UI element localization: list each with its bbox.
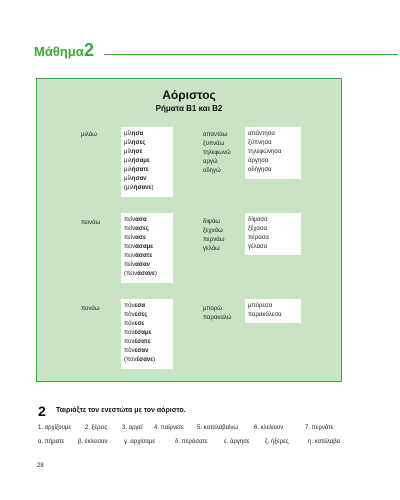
aorist-grammar-box bbox=[36, 78, 342, 382]
conjugation-card-milao bbox=[121, 127, 173, 197]
present-item: 3. αργεί bbox=[122, 425, 143, 431]
form-line: μίλησαν bbox=[124, 176, 147, 182]
verb-peinao: πεινάω bbox=[81, 220, 101, 226]
aorist-card-1: απάντησα ξύπνησα τηλεφώνησα άργησα οδήγησα bbox=[245, 127, 301, 179]
conjugation-card-peinao bbox=[121, 213, 173, 283]
form-line: πείνασαν bbox=[124, 262, 150, 268]
present-item: 2. ξέρεις bbox=[85, 425, 108, 431]
aorist-item: α. πήρατε bbox=[38, 439, 65, 445]
aorist-item: δ. περάσατε bbox=[175, 439, 208, 445]
page-number: 28 bbox=[37, 463, 44, 469]
form-line: πεινάσατε bbox=[124, 253, 153, 259]
aorist-item: ε. άργησε bbox=[224, 439, 250, 445]
form-line: πείνασες bbox=[124, 226, 149, 232]
form-line: πείνασε bbox=[124, 235, 146, 241]
form-line: πεινάσαμε bbox=[124, 244, 154, 250]
form-line: πονέσαμε bbox=[124, 330, 152, 336]
conjugation-card-ponao bbox=[121, 299, 173, 369]
box-title: Αόριστος bbox=[162, 88, 216, 102]
box-subtitle: Ρήματα Β1 και Β2 bbox=[155, 104, 223, 113]
aorist-card-2: δίψασα ξέχασα πέρασα γέλασα bbox=[245, 213, 301, 255]
lesson-header bbox=[34, 40, 368, 64]
form-line: πόνεσες bbox=[124, 312, 148, 318]
verb-list-2: διψάω ξεχνάω περνάω γελάω bbox=[203, 219, 225, 252]
form-line: πόνεσα bbox=[124, 303, 146, 309]
form-line: μίλησα bbox=[124, 131, 144, 137]
aorist-item: β. έκλεισαν bbox=[78, 439, 108, 445]
form-line: μιλήσαμε bbox=[124, 158, 150, 164]
present-item: 1. αρχίζουμε bbox=[38, 425, 72, 431]
verb-list-1: απαντάω ξυπνάω τηλεφωνώ αργώ οδηγώ bbox=[203, 132, 231, 174]
form-line: μιλήσατε bbox=[124, 167, 149, 173]
form-line: πόνεσε bbox=[124, 321, 145, 327]
aorist-item: ζ. ήξερες bbox=[265, 439, 289, 445]
exercise-instruction: Ταιριάξτε τον ενεστώτα με τον αόριστο. bbox=[56, 407, 186, 414]
aorist-card-3: μπόρεσα παρακάλεσα bbox=[245, 299, 301, 323]
form-line: (πονέσανε) bbox=[124, 357, 156, 363]
form-line: πείνασα bbox=[124, 217, 147, 223]
form-line: μίλησε bbox=[124, 149, 143, 155]
verb-list-3: μπορώ παρακαλώ bbox=[203, 306, 232, 321]
form-line: μίλησες bbox=[124, 140, 146, 146]
present-item: 4. παίρνετε bbox=[154, 425, 184, 431]
verb-ponao: πονάω bbox=[81, 306, 100, 312]
form-line: πόνεσαν bbox=[124, 348, 149, 354]
present-item: 5. καταλαβαίνω bbox=[197, 425, 239, 431]
verb-milao: μιλάω bbox=[81, 132, 97, 138]
form-line: (μιλήσανε) bbox=[124, 185, 154, 191]
form-line: πονέσατε bbox=[124, 339, 151, 345]
aorist-item: γ. αρχίσαμε bbox=[124, 439, 156, 445]
present-item: 7. περνάτε bbox=[305, 425, 334, 431]
header-rule bbox=[104, 54, 398, 55]
lesson-number: 2 bbox=[84, 40, 95, 60]
exercise-number: 2 bbox=[38, 403, 46, 419]
aorist-item: η. κατάλαβα bbox=[308, 439, 341, 445]
present-item: 6. κλείνουν bbox=[254, 425, 284, 431]
form-line: (πεινάσανε) bbox=[124, 271, 157, 277]
lesson-word: Μάθημα bbox=[34, 44, 84, 59]
